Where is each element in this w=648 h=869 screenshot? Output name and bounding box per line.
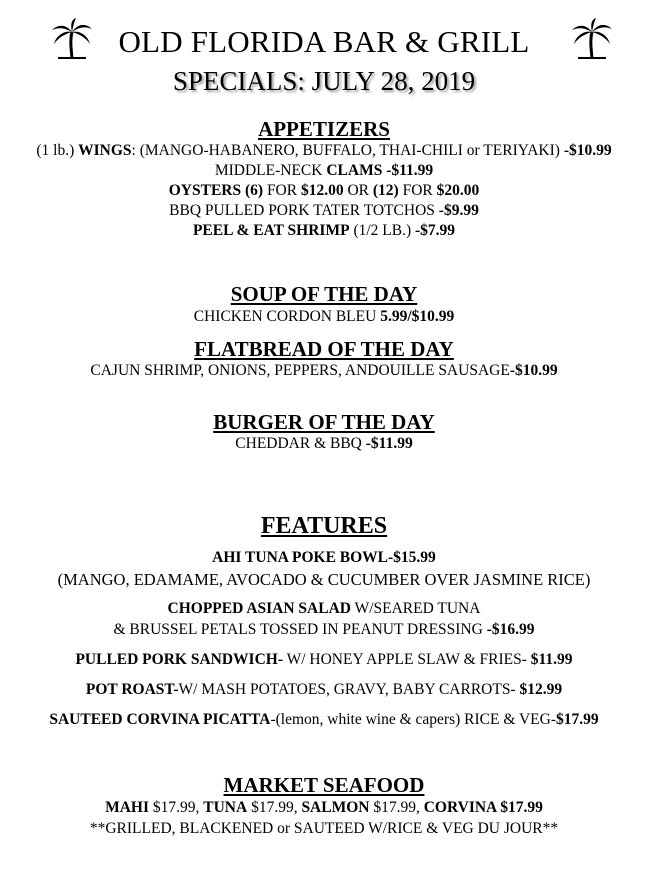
menu-line (0, 820, 648, 838)
menu-text: $17.99, (149, 799, 204, 816)
menu-text: W/ MASH POTATOES, GRAVY, BABY CARROTS- (178, 681, 520, 698)
menu-text-bold: -$10.99 (563, 142, 612, 159)
menu-text: (1 lb.) (36, 142, 79, 159)
menu-text-bold: $12.00 (300, 182, 344, 199)
menu-text-bold: -$16.99 (486, 621, 535, 638)
menu-text-bold: MAHI (105, 799, 150, 816)
flatbread-heading: FLATBREAD OF THE DAY (194, 337, 454, 361)
menu-text-bold: CORVINA $17.99 (423, 799, 543, 816)
menu-text: & BRUSSEL PETALS TOSSED IN PEANUT DRESSING (113, 621, 487, 638)
menu-text: (MANGO, EDAMAME, AVOCADO & CUCUMBER OVER JASMINE RICE) (57, 570, 591, 589)
menu-text-bold: SALMON (301, 799, 370, 816)
menu-text-bold: $12.99 (519, 681, 563, 698)
specials-date: SPECIALS: JULY 28, 2019 (172, 66, 476, 96)
menu-text-bold: CLAMS -$11.99 (326, 162, 434, 179)
menu-text-bold: CHOPPED ASIAN SALAD (167, 600, 351, 617)
menu-text-bold: $11.99 (530, 651, 573, 668)
menu-text: **GRILLED, BLACKENED or SAUTEED W/RICE & VEG DU JOUR** (89, 820, 559, 837)
menu-text: OR (343, 182, 373, 199)
menu-line (0, 681, 648, 699)
menu-line (0, 435, 648, 453)
menu-text-bold: POT ROAST- (85, 681, 179, 698)
menu-text-bold: -$7.99 (415, 222, 456, 239)
menu-title: OLD FLORIDA BAR & GRILL (118, 24, 530, 59)
menu-line (0, 202, 648, 220)
menu-line (0, 651, 648, 669)
menu-line (0, 222, 648, 240)
menu-text-bold: $17.99 (556, 711, 599, 728)
seafood-heading: MARKET SEAFOOD (223, 773, 425, 797)
menu-text: MIDDLE-NECK (214, 162, 327, 179)
menu-text: : (MANGO-HABANERO, BUFFALO, THAI-CHILI or TERIYAKI) (131, 142, 564, 159)
menu-text-bold: -$10.99 (509, 362, 558, 379)
menu-text-bold: TUNA (203, 799, 248, 816)
menu-text-bold: OYSTERS (6) (168, 182, 264, 199)
menu-text: W/ HONEY APPLE SLAW & FRIES- (282, 651, 531, 668)
menu-line (0, 182, 648, 200)
menu-text-bold: WINGS (78, 142, 132, 159)
menu-text-bold: 5.99/$10.99 (380, 308, 455, 325)
menu-line (0, 621, 648, 639)
menu-text: BBQ PULLED PORK TATER TOTCHOS (169, 202, 439, 219)
menu-text-bold: -$9.99 (438, 202, 479, 219)
menu-text: (1/2 LB.) (349, 222, 415, 239)
menu-text: FOR (263, 182, 301, 199)
burger-heading: BURGER OF THE DAY (213, 410, 435, 434)
menu-line (0, 362, 648, 380)
menu-text: $17.99, (247, 799, 302, 816)
menu-line (0, 711, 648, 729)
menu-text: CAJUN SHRIMP, ONIONS, PEPPERS, ANDOUILLE SAUSAGE (90, 362, 510, 379)
appetizers-heading: APPETIZERS (258, 117, 390, 141)
menu-text-bold: PEEL & EAT SHRIMP (192, 222, 350, 239)
menu-text: -(lemon, white wine & capers) RICE & VEG- (270, 711, 556, 728)
menu-text: W/SEARED TUNA (350, 600, 481, 617)
menu-text-bold: SAUTEED CORVINA PICATTA (49, 711, 271, 728)
menu-text: FOR (398, 182, 437, 199)
menu-text-bold: $20.00 (436, 182, 480, 199)
menu-text-bold: AHI TUNA POKE BOWL-$15.99 (212, 549, 436, 566)
features-heading: FEATURES (260, 513, 388, 539)
menu-text-bold: -$11.99 (365, 435, 413, 452)
menu-line (0, 142, 648, 160)
menu-line (0, 308, 648, 326)
menu-line (0, 600, 648, 618)
menu-text-bold: (12) (372, 182, 399, 199)
menu-line (0, 162, 648, 180)
menu-text-bold: PULLED PORK SANDWICH- (75, 651, 283, 668)
menu-line (0, 799, 648, 817)
menu-text: CHEDDAR & BBQ (235, 435, 366, 452)
menu-text: $17.99, (369, 799, 424, 816)
menu-line (0, 549, 648, 567)
menu-text: CHICKEN CORDON BLEU (193, 308, 381, 325)
soup-heading: SOUP OF THE DAY (230, 282, 418, 306)
menu-line (0, 570, 648, 590)
